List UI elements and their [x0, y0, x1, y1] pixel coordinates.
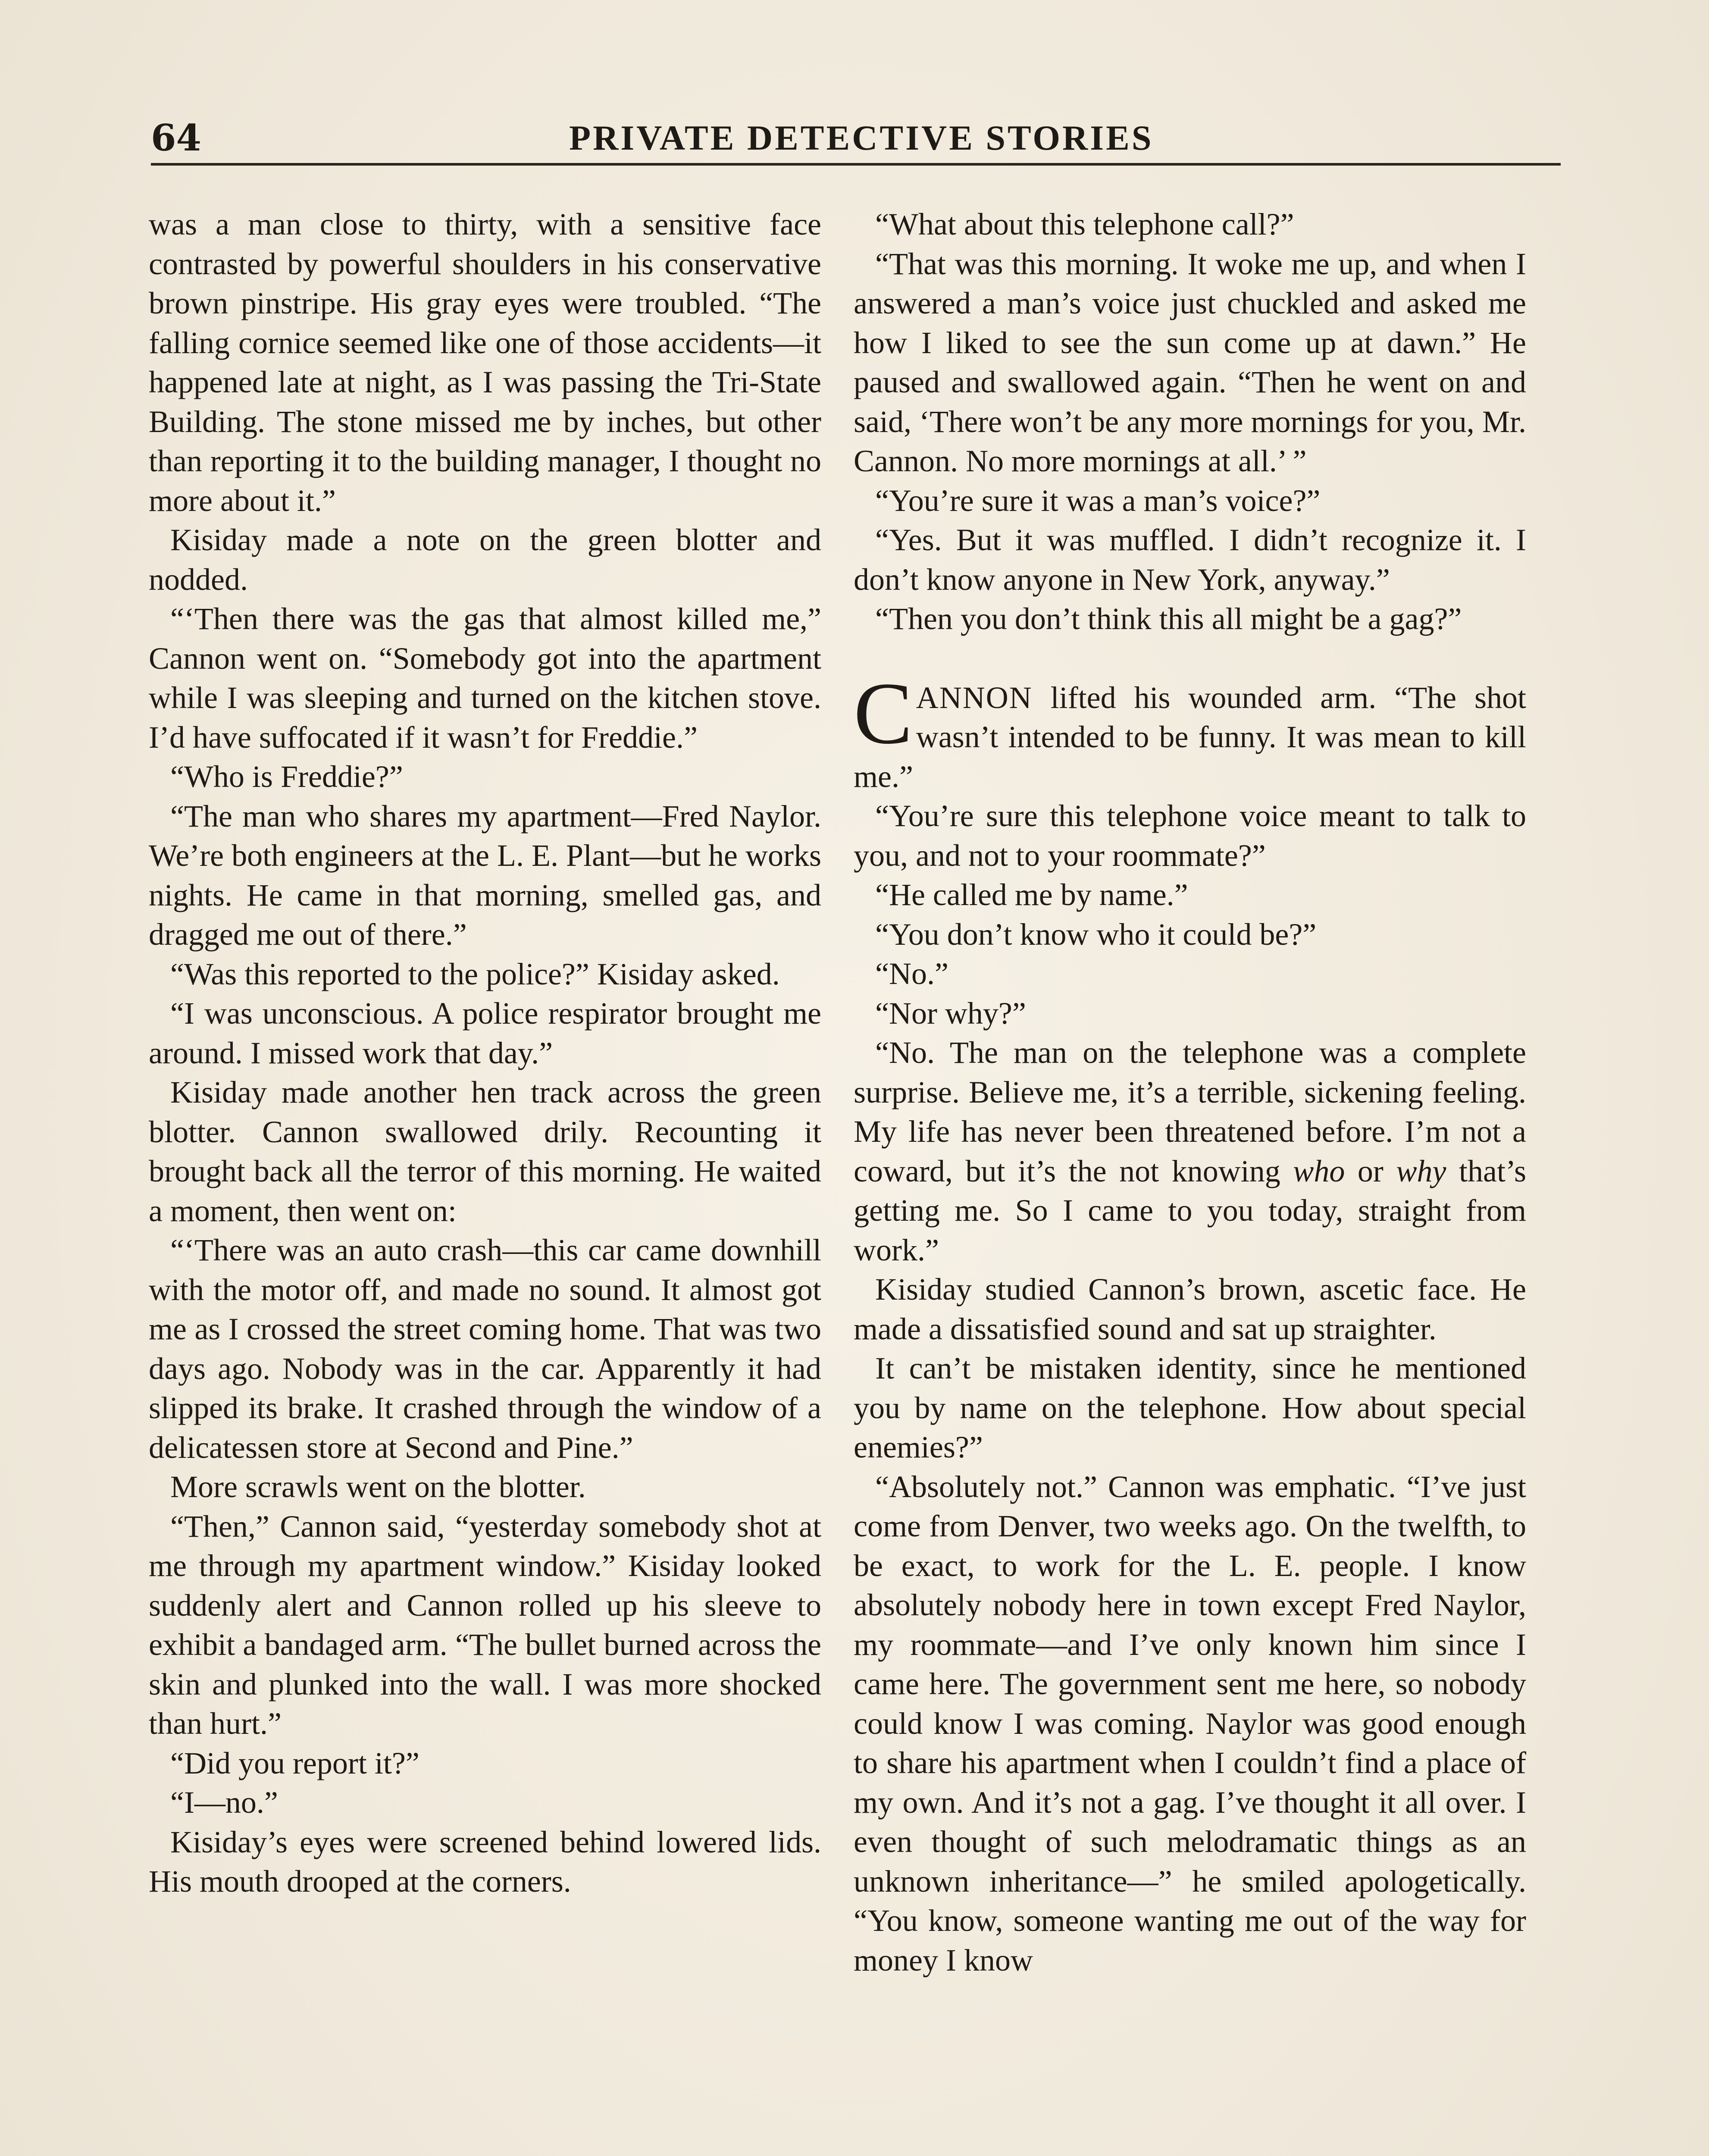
paragraph: “You don’t know who it could be?” [875, 917, 1317, 952]
header-rule [151, 163, 1561, 166]
paragraph: “He called me by name.” [875, 877, 1188, 912]
page-header [151, 116, 1574, 164]
paragraph: “Did you report it?” [170, 1745, 419, 1780]
paragraph: Kisiday made a note on the green blotter and nodded. [149, 523, 821, 597]
paragraph: “The man who shares my apartment—Fred Naylor. We’re both engineers at the L. E. Plant—but he works nights. He came in that morning, smelled gas, and dragged me out of there.” [149, 799, 821, 952]
paragraph: “You’re sure it was a man’s voice?” [875, 483, 1321, 518]
section-opening-text: lifted his wounded arm. “The shot wasn’t intended to be funny. It was mean to kill me.” [854, 680, 1526, 794]
left-column [149, 205, 821, 1902]
text-run: or [1345, 1153, 1396, 1188]
paragraph: “Who is Freddie?” [170, 759, 403, 794]
italic-who: who [1293, 1153, 1345, 1188]
running-title: PRIVATE DETECTIVE STORIES [569, 118, 1154, 157]
paragraph: was a man close to thirty, with a sensitive face contrasted by powerful shoulders in his conservative brown pinstripe. His gray eyes were troubled. “The falling cornice seemed like one of those accidents—it happened late at night, as I was passing the Tri-State Building. The stone missed me by inches, but other than reporting it to the building manager, I thought no more about it.” [149, 207, 821, 518]
paragraph: “Yes. But it was muffled. I didn’t recognize it. I don’t know anyone in New York, anyway.” [854, 523, 1526, 597]
text-run: “No. The man on the telephone was a complete surprise. Believe me, it’s a terrible, sickening feeling. My life has never been threatened before. I’m not a coward, but it’s the not knowing [854, 1035, 1526, 1188]
paragraph: “You’re sure this telephone voice meant to talk to you, and not to your roommate?” [854, 799, 1526, 873]
paragraph: It can’t be mistaken identity, since he mentioned you by name on the telephone. How about special enemies?” [854, 1351, 1526, 1464]
paragraph: More scrawls went on the blotter. [170, 1470, 586, 1504]
paragraph: “That was this morning. It woke me up, and when I answered a man’s voice just chuckled and asked me how I liked to see the sun come up at dawn.” He paused and swallowed again. “Then he went on and said, ‘There won’t be any more mornings for you, Mr. Cannon. No more mornings at all.’ ” [854, 246, 1526, 478]
paragraph: “Then you don’t think this all might be a gag?” [875, 602, 1462, 636]
text-run: that’s getting me. So I came to you today, straight from work.” [854, 1153, 1526, 1267]
page-number: 64 [151, 116, 201, 159]
paragraph: “‘There was an auto crash—this car came downhill with the motor off, and made no sound. It almost got me as I crossed the street coming home. That was two days ago. Nobody was in the car. Apparently it had slipped its brake. It crashed through the window of a delicatessen store at Second and Pine.” [149, 1233, 821, 1465]
paragraph: “Absolutely not.” Cannon was emphatic. “I’ve just come from Denver, two weeks ago. On the twelfth, to be exact, to work for the L. E. people. I know absolutely nobody here in town except Fred Naylor, my roommate—and I’ve only known him since I came here. The government sent me here, so nobody could know I was coming. Naylor was good enough to share his apartment when I couldn’t find a place of my own. And it’s not a gag. I’ve thought it all over. I even thought of such melodramatic things as an unknown inheritance—” he smiled apologetically. “You know, someone wanting me out of the way for money I know [854, 1469, 1526, 1977]
paragraph: “Was this reported to the police?” Kisiday asked. [170, 956, 780, 991]
paragraph: “What about this telephone call?” [875, 207, 1294, 241]
paragraph: Kisiday made another hen track across the green blotter. Cannon swallowed drily. Recounting it brought back all the terror of this morning. He waited a moment, then went on: [149, 1075, 821, 1228]
paragraph: “‘Then there was the gas that almost killed me,” Cannon went on. “Somebody got into the apartment while I was sleeping and turned on the kitchen stove. I’d have suffocated if it wasn’t for Freddie.” [149, 602, 821, 755]
paragraph: Kisiday studied Cannon’s brown, ascetic face. He made a dissatisfied sound and sat up straighter. [854, 1272, 1526, 1346]
section-opening-paragraph [854, 664, 1526, 797]
paragraph [854, 1033, 1526, 1270]
italic-why: why [1396, 1153, 1446, 1188]
right-column [854, 205, 1526, 1980]
paragraph: “I was unconscious. A police respirator brought me around. I missed work that day.” [149, 996, 821, 1070]
small-caps-lead: ANNON [916, 680, 1033, 715]
paragraph: “No.” [875, 956, 948, 991]
paragraph: Kisiday’s eyes were screened behind lowered lids. His mouth drooped at the corners. [149, 1824, 821, 1899]
paragraph: “Nor why?” [875, 996, 1026, 1031]
paragraph: “I—no.” [170, 1785, 278, 1820]
drop-cap: C [854, 664, 913, 762]
paragraph: “Then,” Cannon said, “yesterday somebody shot at me through my apartment window.” Kisiday looked suddenly alert and Cannon rolled up his sleeve to exhibit a bandaged arm. “The bullet burned across the skin and plunked into the wall. I was more shocked than hurt.” [149, 1509, 821, 1741]
